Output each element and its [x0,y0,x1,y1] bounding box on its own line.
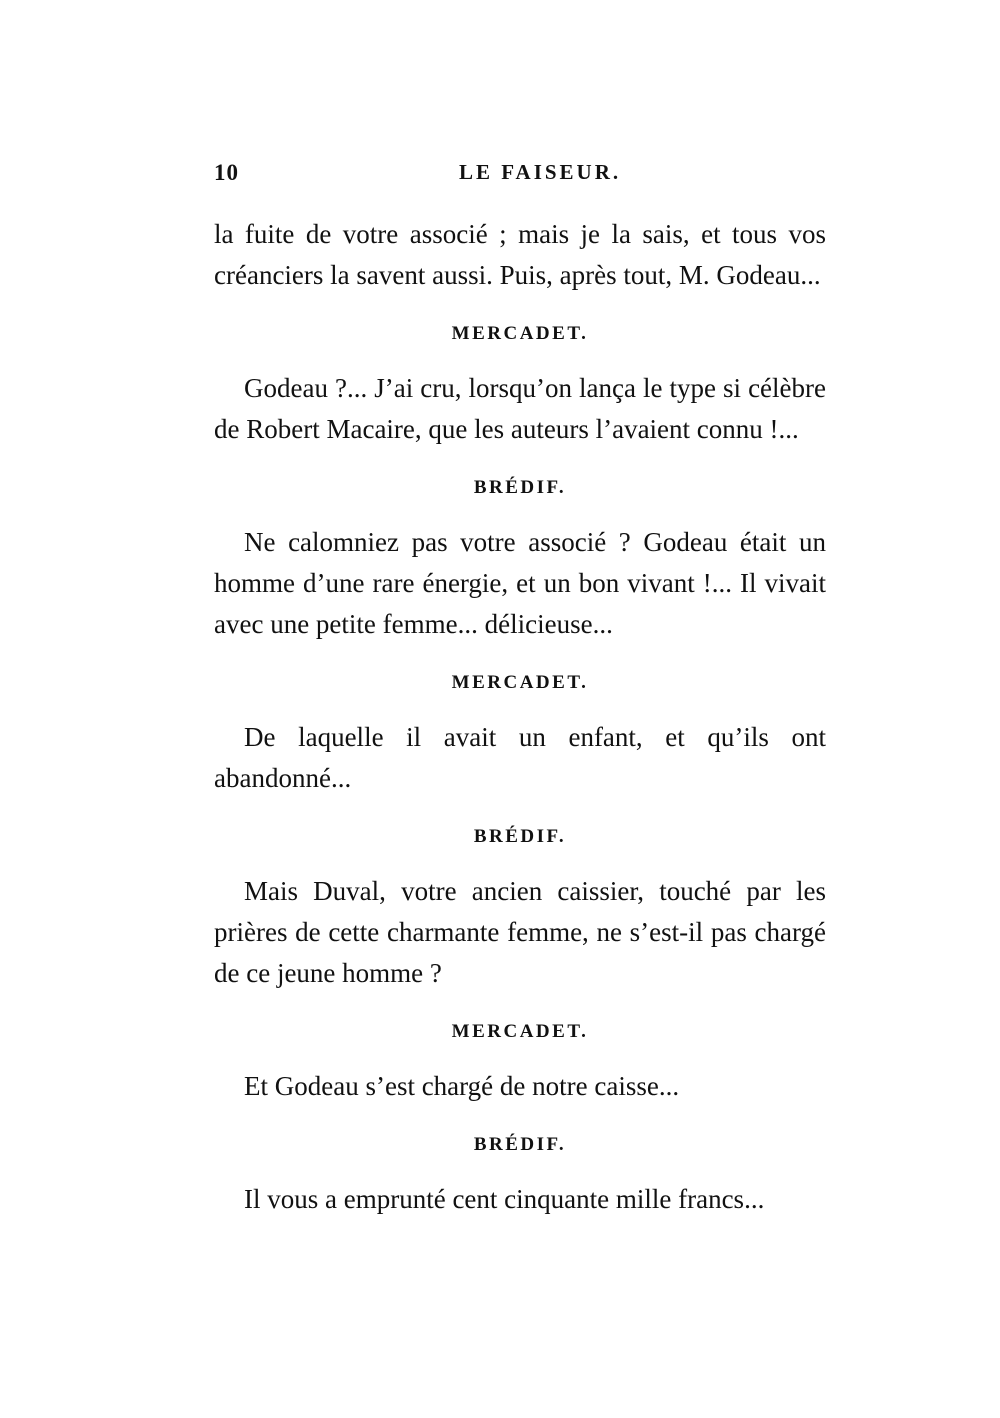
speaker-heading: MERCADET. [451,323,589,344]
page-number: 10 [214,160,239,185]
paragraph: Godeau ?... J’ai cru, lorsqu’on lança le type si célèbre de Robert Macaire, que les auteurs l’avaient connu !... [214,373,826,444]
paragraph: De laquelle il avait un enfant, et qu’ils ont abandonné... [214,722,826,793]
speaker-heading: BRÉDIF. [473,826,567,847]
page-header [214,160,826,196]
paragraph-continuation: la fuite de votre associé ; mais je la sais, et tous vos créanciers la savent aussi. Puis, après tout, M. Godeau... [214,219,826,290]
paragraph: Mais Duval, votre ancien caissier, touché par les prières de cette charmante femme, ne s’est-il pas chargé de ce jeune homme ? [214,876,826,988]
paragraph: Et Godeau s’est chargé de notre caisse... [244,1071,680,1101]
speaker-heading: MERCADET. [451,1021,589,1042]
speaker-heading: BRÉDIF. [473,1134,567,1155]
running-title: LE FAISEUR. [459,160,622,184]
speaker-heading: MERCADET. [451,672,589,693]
page-body [214,214,826,1220]
paragraph: Ne calomniez pas votre associé ? Godeau était un homme d’une rare énergie, et un bon vivant !... Il vivait avec une petite femme... délicieuse... [214,527,826,639]
speaker-heading: BRÉDIF. [473,477,567,498]
paragraph: Il vous a emprunté cent cinquante mille francs... [244,1184,765,1214]
